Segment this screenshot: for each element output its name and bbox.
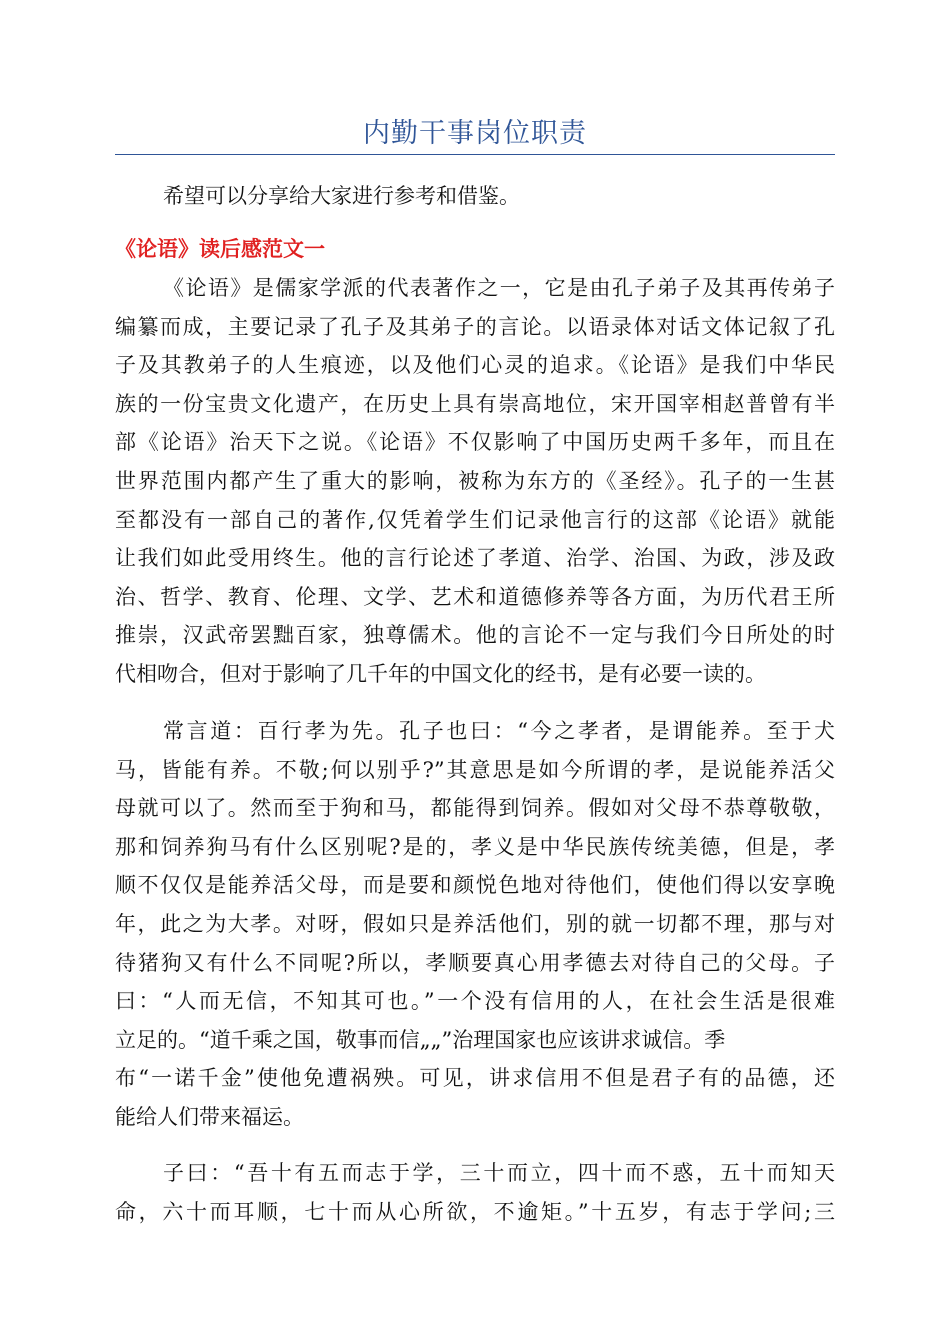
document-title: 内勤干事岗位职责 (363, 118, 587, 149)
paragraph-line: 代相吻合，但对于影响了几千年的中国文化的经书，是有必要一读的。 (115, 661, 766, 686)
paragraph-line: 母就可以了。然而至于狗和马，都能得到饲养。假如对父母不恭尊敬敬， (115, 796, 835, 821)
paragraph-2 (115, 712, 835, 1137)
paragraph-line: 那和饲养狗马有什么区别呢?是的，孝义是中华民族传统美德，但是，孝 (115, 834, 835, 859)
paragraph-line: 族的一份宝贵文化遗产，在历史上具有崇高地位，宋开国宰相赵普曾有半 (115, 391, 835, 416)
paragraph-line: 至都没有一部自己的著作,仅凭着学生们记录他言行的这部《论语》就能 (115, 507, 835, 532)
paragraph-line: 子曰：“吾十有五而志于学，三十而立，四十而不惑，五十而知天 (163, 1161, 835, 1185)
paragraph-line: 子及其教弟子的人生痕迹，以及他们心灵的追求。《论语》是我们中华民 (115, 353, 835, 378)
paragraph-line: 《论语》是儒家学派的代表著作之一，它是由孔子弟子及其再传弟子 (163, 276, 835, 300)
paragraph-3 (115, 1154, 835, 1231)
paragraph-line: 能给人们带来福运。 (115, 1104, 304, 1129)
paragraph-line: 待猪狗又有什么不同呢?所以，孝顺要真心用孝德去对待自己的父母。子 (115, 950, 835, 975)
section-heading: 《论语》读后感范文一 (115, 237, 325, 261)
paragraph-line: 编纂而成，主要记录了孔子及其弟子的言论。以语录体对话文体记叙了孔 (115, 314, 835, 339)
intro-text: 希望可以分享给大家进行参考和借鉴。 (163, 184, 520, 208)
paragraph-line: 立足的。“道千乘之国，敬事而信„„”治理国家也应该讲求诚信。季 (115, 1027, 726, 1052)
paragraph-line: 曰：“人而无信，不知其可也。”一个没有信用的人，在社会生活是很难 (115, 989, 835, 1014)
paragraph-line: 马，皆能有养。不敬;何以别乎?”其意思是如今所谓的孝，是说能养活父 (115, 757, 835, 782)
paragraph-line: 常言道：百行孝为先。孔子也曰：“今之孝者，是谓能养。至于犬 (163, 719, 835, 743)
paragraph-line: 命，六十而耳顺，七十而从心所欲，不逾矩。”十五岁，有志于学问;三 (115, 1199, 835, 1224)
paragraph-1 (115, 269, 835, 694)
title-underline (115, 154, 835, 155)
paragraph-line: 年，此之为大孝。对呀，假如只是养活他们，别的就一切都不理，那与对 (115, 911, 835, 936)
paragraph-line: 世界范围内都产生了重大的影响，被称为东方的《圣经》。孔子的一生甚 (115, 468, 835, 493)
paragraph-line: 部《论语》治天下之说。《论语》不仅影响了中国历史两千多年，而且在 (115, 430, 835, 455)
paragraph-line: 顺不仅仅是能养活父母，而是要和颜悦色地对待他们，使他们得以安享晚 (115, 873, 835, 898)
paragraph-line: 让我们如此受用终生。他的言行论述了孝道、治学、治国、为政，涉及政 (115, 546, 835, 571)
paragraph-line: 治、哲学、教育、伦理、文学、艺术和道德修养等各方面，为历代君王所 (115, 584, 835, 609)
paragraph-line: 推崇，汉武帝罢黜百家，独尊儒术。他的言论不一定与我们今日所处的时 (115, 623, 835, 648)
paragraph-line: 布“一诺千金”使他免遭祸殃。可见，讲求信用不但是君子有的品德，还 (115, 1066, 835, 1091)
